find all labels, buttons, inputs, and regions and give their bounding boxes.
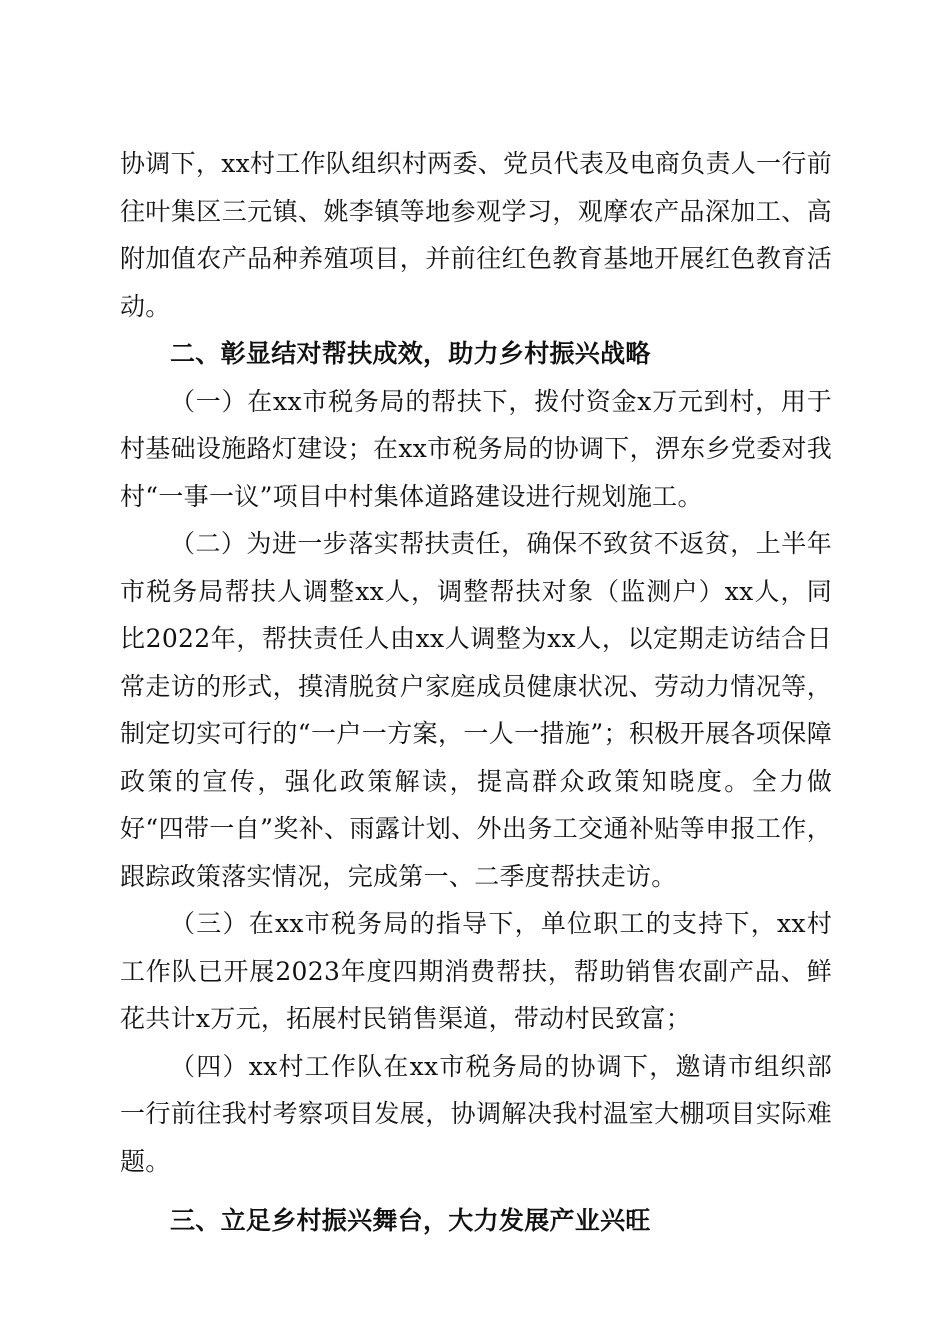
paragraph-item-2: （二）为进一步落实帮扶责任，确保不致贫不返贫，上半年市税务局帮扶人调整xx人，调整帮扶对象（监测户）xx人，同比2022年，帮扶责任人由xx人调整为xx人，以定期走访结合日常走访的形式，摸清脱贫户家庭成员健康状况、劳动力情况等，制定切实可行的“一户一方案，一人一措施”；积极开展各项保障政策的宣传，强化政策解读，提高群众政策知晓度。全力做好“四带一自”奖补、雨露计划、外出务工交通补贴等申报工作，跟踪政策落实情况，完成第一、二季度帮扶走访。	[120, 529, 832, 891]
section-heading-3: 三、立足乡村振兴舞台，大力发展产业兴旺	[170, 1206, 651, 1235]
document-body	[120, 140, 832, 1245]
paragraph-item-1: （一）在xx市税务局的帮扶下，拨付资金x万元到村，用于村基础设施路灯建设；在xx市税务局的协调下，淠东乡党委对我村“一事一议”项目中村集体道路建设进行规划施工。	[120, 386, 832, 511]
paragraph-item-3: （三）在xx市税务局的指导下，单位职工的支持下，xx村工作队已开展2023年度四期消费帮扶，帮助销售农副产品、鲜花共计x万元，拓展村民销售渠道，带动村民致富；	[120, 909, 832, 1033]
section-heading-2: 二、彰显结对帮扶成效，助力乡村振兴战略	[170, 339, 651, 368]
paragraph-item-4: （四）xx村工作队在xx市税务局的协调下，邀请市组织部一行前往我村考察项目发展，协调解决我村温室大棚项目实际难题。	[120, 1051, 832, 1176]
continued-paragraph: 协调下，xx村工作队组织村两委、党员代表及电商负责人一行前往叶集区三元镇、姚李镇等地参观学习，观摩农产品深加工、高附加值农产品种养殖项目，并前往红色教育基地开展红色教育活动。	[120, 149, 832, 321]
